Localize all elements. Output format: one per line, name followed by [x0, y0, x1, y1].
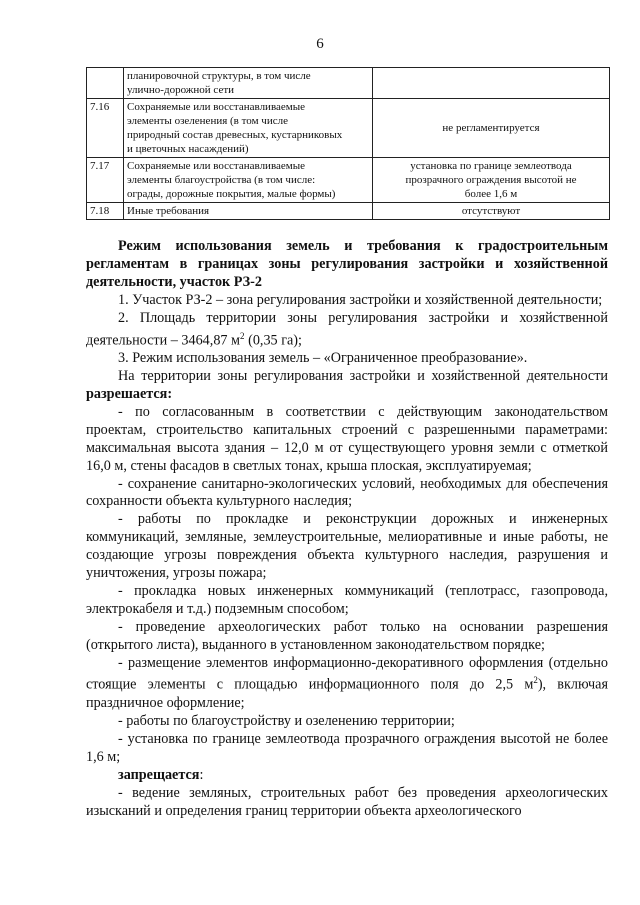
- paragraph-item-1: 1. Участок РЗ-2 – зона регулирования застройки и хозяйственной деятельности;: [118, 291, 603, 308]
- value-line: отсутствуют: [461, 205, 521, 217]
- description-line: элементы озеленения (в том числе: [127, 115, 288, 127]
- page-number: 6: [316, 36, 324, 52]
- row-number: 7.18: [87, 203, 124, 220]
- allowed-item-3: - работы по прокладке и реконструкции дорожных и инженерных коммуникаций, земляные, землеустроительные, мелиоративные и иные работы, не создающие угрозы повреждения объекта культурного наследия, разрушения и уничтожения, угрозы пожара;: [86, 511, 608, 582]
- superscript-2: 2: [533, 675, 538, 686]
- description-line: Сохраняемые или восстанавливаемые: [127, 160, 305, 172]
- row-value: [373, 99, 610, 158]
- row-description: [124, 203, 373, 220]
- allowed-item-4: - прокладка новых инженерных коммуникаций (теплотрасс, газопровода, электрокабеля и т.д.) подземным способом;: [86, 582, 608, 617]
- description-line: Иные требования: [127, 205, 210, 217]
- allowed-label: разрешается:: [86, 385, 173, 402]
- row-number: 7.17: [87, 158, 124, 203]
- description-line: природный состав древесных, кустарниковых: [127, 129, 343, 141]
- paragraph-item-2: 2. Площадь территории зоны регулирования застройки и хозяйственной деятельности – 3464,87 $м^2$ (0,35 га);: [86, 309, 608, 349]
- allowed-item-6: - размещение элементов информационно-декоративного оформления (отдельно стоящие элементы с площадью информационного поля до 2,5 $м^2$), включая праздничное оформление;: [86, 654, 608, 712]
- superscript-2: 2: [240, 330, 245, 341]
- description-line: ограды, дорожные покрытия, малые формы): [127, 188, 336, 200]
- row-description: [124, 158, 373, 203]
- forbidden-label: запрещается: [118, 766, 200, 783]
- allowed-item-8: - установка по границе землеотвода прозрачного ограждения высотой не более 1,6 м;: [86, 730, 608, 765]
- paragraph-item-3: 3. Режим использования земель – «Ограниченное преобразование».: [118, 350, 528, 367]
- row-description: [124, 68, 373, 99]
- value-line: более 1,6 м: [464, 188, 518, 200]
- section-heading: Режим использования земель и требования к градостроительным регламентам в границах зоны регулирования застройки и хозяйственной деятельности, участок РЗ-2: [86, 238, 608, 290]
- description-line: элементы благоустройства (в том числе:: [127, 174, 316, 186]
- document-body: [86, 238, 608, 820]
- value-line: не регламентируется: [442, 122, 540, 134]
- row-value: [373, 203, 610, 220]
- row-number: [87, 68, 124, 99]
- allowed-item-2: - сохранение санитарно-экологических условий, необходимых для обеспечения сохранности объекта культурного наследия;: [86, 475, 608, 510]
- description-line: улично-дорожной сети: [127, 84, 235, 96]
- row-description: [124, 99, 373, 158]
- table-row: [87, 158, 610, 203]
- row-number: 7.16: [87, 99, 124, 158]
- requirements-table: [86, 67, 610, 220]
- allowed-item-1: - по согласованным в соответствии с действующим законодательством проектам, строительство капитальных строений с разрешенными параметрами: максимальная высота здания – 12,0 м от существующего уровня земли с отметкой 16,0 м, стены фасадов в светлых тонах, крыша плоская, эксплуатируемая;: [86, 403, 608, 474]
- row-value: [373, 158, 610, 203]
- value-line: прозрачного ограждения высотой не: [405, 174, 577, 186]
- description-line: и цветочных насаждений): [127, 143, 249, 155]
- forbidden-item-1: - ведение земляных, строительных работ без проведения археологических изысканий и определения границ территории объекта археологического: [86, 784, 608, 819]
- table-row: [87, 68, 610, 99]
- table-row: [87, 99, 610, 158]
- table-row: [87, 203, 610, 220]
- description-line: планировочной структуры, в том числе: [127, 70, 311, 82]
- allowed-item-5: - проведение археологических работ только на основании разрешения (открытого листа), выданного в установленном законодательством порядке;: [86, 618, 608, 653]
- forbidden-intro: запрещается:: [118, 766, 204, 783]
- allowed-item-7: - работы по благоустройству и озеленению территории;: [118, 713, 455, 730]
- row-value: [373, 68, 610, 99]
- allowed-intro: На территории зоны регулирования застройки и хозяйственной деятельности разрешается:: [86, 368, 608, 402]
- description-line: Сохраняемые или восстанавливаемые: [127, 101, 305, 113]
- value-line: установка по границе землеотвода: [410, 160, 572, 172]
